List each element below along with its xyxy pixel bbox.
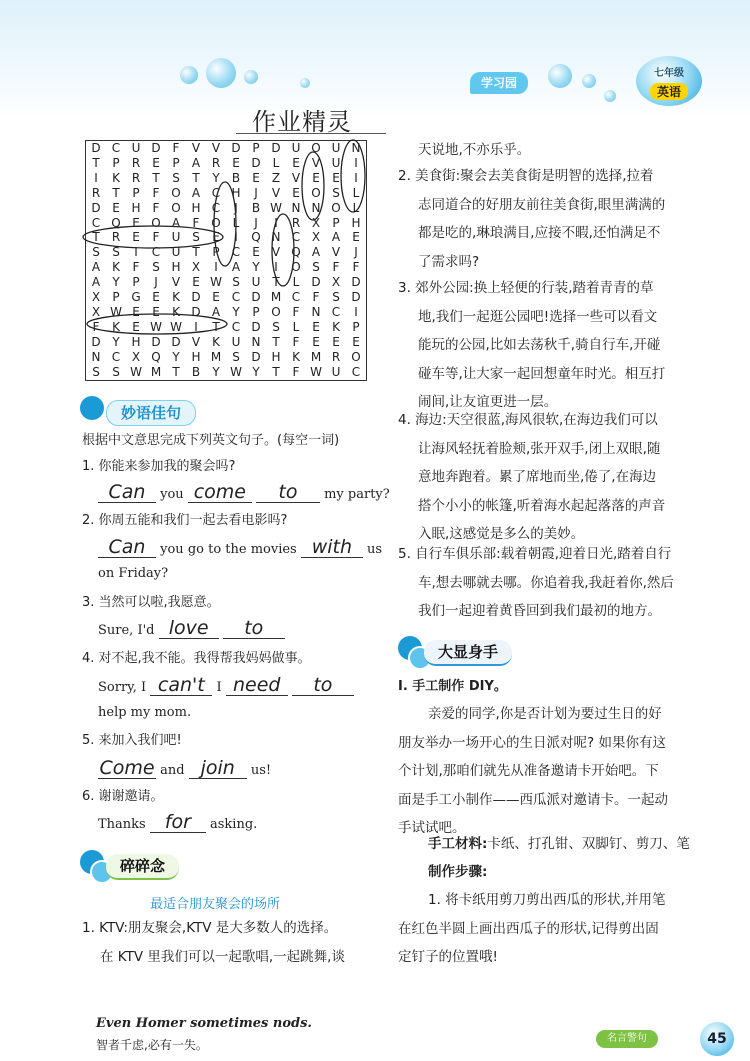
grid-letter: P bbox=[132, 275, 140, 290]
grid-letter: F bbox=[152, 185, 160, 200]
section-title: 妙语佳句 bbox=[106, 400, 196, 426]
grid-letter: O bbox=[271, 304, 281, 319]
grid-letter: S bbox=[172, 170, 180, 185]
grid-letter: O bbox=[171, 200, 181, 215]
grid-letter: E bbox=[112, 200, 120, 215]
grid-letter: E bbox=[132, 215, 140, 230]
grid-letter: O bbox=[351, 349, 361, 364]
grid-letter: W bbox=[110, 304, 122, 319]
grid-letter: E bbox=[312, 319, 320, 334]
grid-letter: H bbox=[351, 215, 361, 230]
section-header-suisuinian bbox=[80, 850, 220, 880]
grid-letter: S bbox=[332, 290, 340, 304]
grid-letter: T bbox=[272, 364, 280, 379]
grid-letter: T bbox=[272, 275, 280, 290]
grid-letter: U bbox=[331, 364, 341, 379]
grid-letter: H bbox=[131, 200, 141, 215]
grid-letter: N bbox=[291, 200, 301, 215]
grid-letter: T bbox=[192, 245, 200, 260]
grid-letter: S bbox=[192, 230, 200, 245]
grid-letter: F bbox=[292, 364, 300, 379]
grid-letter: R bbox=[111, 230, 121, 245]
grid-letter: A bbox=[211, 304, 221, 319]
grid-letter: S bbox=[332, 185, 340, 200]
grid-letter: E bbox=[132, 304, 140, 319]
grid-letter: E bbox=[352, 230, 360, 245]
grid-letter: E bbox=[232, 155, 240, 170]
grid-letter: R bbox=[131, 170, 141, 185]
grid-letter: W bbox=[170, 319, 182, 334]
item-2-zh: 2. 你周五能和我们一起去看电影吗? bbox=[82, 513, 288, 528]
grid-letter: E bbox=[192, 275, 200, 290]
grid-letter: H bbox=[131, 334, 141, 349]
grid-letter: D bbox=[91, 200, 101, 215]
grid-letter: D bbox=[191, 290, 201, 304]
grid-letter: D bbox=[251, 290, 261, 304]
grid-letter: U bbox=[331, 141, 341, 155]
bubble-decoration bbox=[244, 70, 258, 84]
grid-letter: O bbox=[331, 200, 341, 215]
grid-letter: U bbox=[291, 141, 301, 155]
grid-letter: O bbox=[311, 185, 321, 200]
grid-letter: C bbox=[351, 364, 361, 379]
item-1-zh: 1. 你能来参加我的聚会吗? bbox=[82, 459, 236, 474]
grid-letter: J bbox=[254, 185, 258, 200]
grid-letter: P bbox=[212, 245, 220, 260]
item-5-zh: 5. 来加入我们吧! bbox=[82, 733, 182, 748]
grid-letter: N bbox=[251, 334, 261, 349]
section-subtitle: 最适合朋友聚会的场所 bbox=[150, 897, 281, 912]
grid-letter: N bbox=[271, 230, 281, 245]
grid-letter: L bbox=[232, 215, 240, 230]
grid-letter: A bbox=[231, 260, 241, 275]
grid-letter: E bbox=[212, 230, 220, 245]
grid-letter: C bbox=[111, 349, 121, 364]
grid-letter: T bbox=[112, 185, 120, 200]
grid-letter: Y bbox=[112, 275, 120, 290]
grid-letter: E bbox=[252, 170, 260, 185]
grid-letter: A bbox=[311, 245, 321, 260]
grid-letter: P bbox=[112, 290, 120, 304]
grid-letter: M bbox=[210, 349, 222, 364]
grid-letter: P bbox=[132, 185, 140, 200]
grid-letter: K bbox=[332, 319, 340, 334]
grid-letter: V bbox=[311, 155, 321, 170]
grid-letter: L bbox=[352, 200, 360, 215]
answer-blank: Can bbox=[98, 482, 156, 503]
item-6-en: Thanks for asking. bbox=[98, 811, 258, 833]
grid-letter: F bbox=[352, 260, 360, 275]
bubble-decoration bbox=[206, 58, 236, 88]
title-underline bbox=[236, 133, 386, 134]
grid-letter: H bbox=[231, 185, 241, 200]
grid-letter: G bbox=[131, 290, 141, 304]
answer-blank: Can bbox=[98, 537, 156, 558]
grid-letter: A bbox=[331, 230, 341, 245]
item-2-en: Can you go to the movies with us bbox=[98, 537, 382, 559]
grid-letter: W bbox=[310, 364, 322, 379]
grid-letter: A bbox=[91, 275, 101, 290]
circle-weekday bbox=[87, 314, 227, 334]
grid-letter: R bbox=[291, 215, 301, 230]
grid-letter: T bbox=[92, 230, 100, 245]
grid-letter: I bbox=[274, 215, 278, 230]
header-dot bbox=[80, 396, 104, 420]
grid-letter: K bbox=[212, 334, 220, 349]
answer-blank: Come bbox=[99, 757, 155, 779]
grid-letter: I bbox=[354, 170, 358, 185]
grid-letter: S bbox=[312, 260, 320, 275]
paragraph-ktv-cont: 天说地,不亦乐乎。 bbox=[418, 142, 531, 158]
circle-vertical-4 bbox=[341, 140, 365, 212]
grid-letter: S bbox=[92, 245, 100, 260]
grid-letter: P bbox=[332, 215, 340, 230]
item-4-en-cont: help my mom. bbox=[98, 705, 192, 720]
paragraph-seaside: 4. 海边:天空很蓝,海风很软,在海边我们可以 让海风轻抚着脸颊,张开双手,闭上双眼,随 意地奔跑着。累了席地而坐,倦了,在海边 搭个小小的帐篷,听着海水起起落落的声音 入眠,这感觉是多么的美妙。 bbox=[398, 412, 666, 542]
grid-letter: V bbox=[331, 245, 341, 260]
answer-blank: to bbox=[223, 618, 285, 639]
item-3-en: Sure, I'd love to bbox=[98, 618, 285, 640]
answer-blank: for bbox=[150, 812, 206, 833]
word-search-circles bbox=[85, 140, 365, 379]
grid-letter: K bbox=[172, 290, 180, 304]
grid-letter: A bbox=[191, 155, 201, 170]
grid-letter: E bbox=[152, 155, 160, 170]
answer-blank: come bbox=[188, 482, 252, 503]
grid-letter: P bbox=[352, 319, 360, 334]
grid-letter: V bbox=[191, 334, 201, 349]
grid-letter: Q bbox=[251, 230, 261, 245]
grid-letter: C bbox=[331, 304, 341, 319]
diy-steps-label: 制作步骤: bbox=[428, 864, 488, 880]
grade-badge bbox=[636, 56, 702, 106]
grid-letter: S bbox=[232, 275, 240, 290]
grid-letter: C bbox=[291, 290, 301, 304]
grid-letter: F bbox=[192, 215, 200, 230]
grid-letter: Y bbox=[252, 364, 260, 379]
grid-letter: Z bbox=[271, 170, 281, 185]
instruction: 根据中文意思完成下列英文句子。(每空一词) bbox=[82, 433, 340, 448]
answer-blank: to bbox=[292, 675, 354, 696]
grid-letter: R bbox=[331, 349, 341, 364]
grid-letter: P bbox=[252, 141, 260, 155]
grid-letter: M bbox=[270, 290, 282, 304]
paragraph-park: 3. 郊外公园:换上轻便的行装,踏着青青的草 地,我们一起逛公园吧!选择一些可以看文 能玩的公园,比如去荡秋千,骑自行车,开碰 碰车等,让大家一起回想童年时光。相互打 闹间,让友谊更进一层。 bbox=[398, 280, 666, 410]
grid-letter: C bbox=[91, 215, 101, 230]
grid-letter: S bbox=[112, 245, 120, 260]
grid-letter: W bbox=[150, 319, 162, 334]
grid-letter: U bbox=[131, 141, 141, 155]
grid-letter: O bbox=[171, 185, 181, 200]
header-band bbox=[0, 0, 750, 118]
grid-letter: F bbox=[312, 290, 320, 304]
grid-letter: C bbox=[111, 141, 121, 155]
grid-letter: D bbox=[271, 141, 281, 155]
grid-letter: B bbox=[191, 364, 201, 379]
grid-letter: W bbox=[230, 364, 242, 379]
grid-letter: T bbox=[172, 364, 180, 379]
grid-letter: H bbox=[271, 349, 281, 364]
answer-blank: join bbox=[189, 758, 247, 779]
grid-letter: M bbox=[310, 349, 322, 364]
grid-letter: V bbox=[211, 141, 221, 155]
grid-letter: Q bbox=[151, 349, 161, 364]
grid-letter: H bbox=[191, 200, 201, 215]
footer-quote-zh: 智者千虑,必有一失。 bbox=[96, 1038, 208, 1052]
diy-heading: Ⅰ. 手工制作 DIY。 bbox=[398, 679, 507, 694]
grid-letter: C bbox=[211, 200, 221, 215]
grid-letter: I bbox=[354, 304, 358, 319]
grid-letter: I bbox=[194, 319, 198, 334]
grid-letter: X bbox=[131, 349, 141, 364]
grid-letter: X bbox=[311, 230, 321, 245]
grid-letter: X bbox=[311, 215, 321, 230]
grid-letter: X bbox=[191, 260, 201, 275]
grid-letter: I bbox=[214, 260, 218, 275]
grid-letter: V bbox=[191, 141, 201, 155]
grid-letter: A bbox=[191, 185, 201, 200]
grid-letter: J bbox=[154, 275, 158, 290]
grid-letter: J bbox=[234, 200, 238, 215]
grid-letter: F bbox=[332, 260, 340, 275]
grid-letter: W bbox=[210, 275, 222, 290]
grid-letter: P bbox=[112, 155, 120, 170]
paragraph-bike-club: 5. 自行车俱乐部:载着朝霞,迎着日光,踏着自行 车,想去哪就去哪。你追着我,我赶着你,然后 我们一起迎着黄昏回到我们最初的地方。 bbox=[398, 546, 674, 619]
circle-vertical-3 bbox=[302, 152, 324, 220]
grid-letter: L bbox=[352, 185, 360, 200]
grid-letter: T bbox=[92, 155, 100, 170]
grid-letter: P bbox=[172, 155, 180, 170]
answer-blank: with bbox=[301, 537, 363, 558]
grid-letter: Y bbox=[252, 260, 260, 275]
answer-blank: need bbox=[226, 675, 288, 696]
grid-letter: K bbox=[112, 319, 120, 334]
grid-letter: Y bbox=[172, 349, 180, 364]
grid-letter: F bbox=[92, 319, 100, 334]
grid-letter: U bbox=[251, 275, 261, 290]
grid-letter: Y bbox=[212, 170, 220, 185]
footer-tag: 名言警句 bbox=[596, 1030, 658, 1048]
grid-letter: N bbox=[311, 304, 321, 319]
circle-vertical-2 bbox=[272, 214, 294, 286]
grid-letter: E bbox=[332, 334, 340, 349]
diy-step-1: 1. 将卡纸用剪刀剪出西瓜的形状,并用笔 在红色半圆上画出西瓜子的形状,记得剪出固 定钉子的位置哦! bbox=[398, 892, 666, 965]
grid-letter: C bbox=[291, 230, 301, 245]
grid-letter: D bbox=[191, 304, 201, 319]
section-title: 碎碎念 bbox=[106, 854, 179, 880]
grid-letter: V bbox=[171, 275, 181, 290]
grid-letter: F bbox=[132, 260, 140, 275]
grid-letter: T bbox=[272, 334, 280, 349]
grid-letter: D bbox=[351, 290, 361, 304]
grid-letter: C bbox=[231, 290, 241, 304]
grid-letter: H bbox=[191, 349, 201, 364]
grid-letter: D bbox=[351, 275, 361, 290]
grade-label: 七年级 bbox=[654, 68, 684, 79]
grid-letter: D bbox=[251, 319, 261, 334]
grid-letter: F bbox=[172, 141, 180, 155]
grid-letter: Y bbox=[212, 364, 220, 379]
grid-letter: E bbox=[152, 304, 160, 319]
grid-letter: C bbox=[231, 245, 241, 260]
grid-letter: S bbox=[152, 260, 160, 275]
grid-letter: X bbox=[331, 275, 341, 290]
bubble-decoration bbox=[604, 90, 616, 102]
grid-letter: V bbox=[271, 185, 281, 200]
grid-letter: Q bbox=[111, 215, 121, 230]
grid-letter: C bbox=[151, 245, 161, 260]
bubble-decoration bbox=[548, 64, 572, 88]
grid-letter: F bbox=[152, 200, 160, 215]
grid-letter: D bbox=[251, 349, 261, 364]
grid-letter: Y bbox=[112, 334, 120, 349]
bubble-decoration bbox=[180, 66, 198, 84]
grid-letter: Y bbox=[232, 304, 240, 319]
grid-letter: V bbox=[291, 170, 301, 185]
item-6-zh: 6. 谢谢邀请。 bbox=[82, 789, 164, 804]
grid-letter: E bbox=[312, 334, 320, 349]
answer-blank: can't bbox=[150, 675, 212, 696]
grid-letter: D bbox=[311, 275, 321, 290]
grid-letter: L bbox=[272, 155, 280, 170]
grid-letter: J bbox=[354, 245, 358, 260]
grid-letter: X bbox=[91, 304, 101, 319]
grid-letter: E bbox=[132, 319, 140, 334]
grid-letter: N bbox=[351, 141, 361, 155]
grid-letter: E bbox=[352, 334, 360, 349]
grid-letter: D bbox=[91, 141, 101, 155]
item-5-en: Come and join us! bbox=[99, 757, 272, 779]
grid-letter: I bbox=[274, 260, 278, 275]
grid-letter: T bbox=[212, 319, 220, 334]
grid-letter: D bbox=[251, 155, 261, 170]
diy-intro: 亲爱的同学,你是否计划为要过生日的好 朋友举办一场开心的生日派对呢? 如果你有这 个计划,那咱们就先从准备邀请卡开始吧。下 面是手工小制作——西瓜派对邀请卡。一起动 手试试吧。 bbox=[398, 706, 668, 836]
grid-letter: K bbox=[292, 349, 300, 364]
grid-letter: I bbox=[354, 155, 358, 170]
grid-letter: U bbox=[231, 334, 241, 349]
grid-letter: E bbox=[132, 230, 140, 245]
bubble-decoration bbox=[582, 74, 596, 88]
grid-letter: T bbox=[192, 170, 200, 185]
grid-letter: I bbox=[134, 245, 138, 260]
paragraph-food-street: 2. 美食街:聚会去美食街是明智的选择,拉着 志同道合的好朋友前往美食街,眼里满满的 都是吃的,琳琅满目,应接不暇,还怕满足不 了需求吗? bbox=[398, 168, 666, 270]
section-header-miaoyu bbox=[80, 396, 200, 426]
grid-letter: C bbox=[231, 319, 241, 334]
grid-letter: S bbox=[112, 364, 120, 379]
answer-blank: love bbox=[159, 618, 219, 639]
item-3-zh: 3. 当然可以啦,我愿意。 bbox=[82, 595, 220, 610]
page-number: 45 bbox=[700, 1022, 734, 1056]
answer-blank: to bbox=[256, 482, 320, 503]
item-4-en: Sorry, I can't I need to bbox=[98, 675, 354, 697]
grid-letter: F bbox=[292, 334, 300, 349]
grid-letter: U bbox=[171, 245, 181, 260]
grid-letter: D bbox=[231, 141, 241, 155]
grid-letter: D bbox=[151, 141, 161, 155]
grid-letter: O bbox=[311, 141, 321, 155]
grid-letter: F bbox=[292, 304, 300, 319]
grid-letter: J bbox=[254, 215, 258, 230]
section-title: 大显身手 bbox=[424, 640, 512, 666]
grid-letter: X bbox=[91, 290, 101, 304]
grid-letter: D bbox=[151, 334, 161, 349]
grid-letter: E bbox=[152, 290, 160, 304]
item-2-en-cont: on Friday? bbox=[98, 566, 169, 581]
grid-letter: E bbox=[312, 170, 320, 185]
grid-letter: A bbox=[171, 215, 181, 230]
grid-letter: K bbox=[172, 304, 180, 319]
circle-refuse bbox=[83, 226, 223, 248]
grid-letter: B bbox=[231, 170, 241, 185]
circle-vertical-1 bbox=[214, 182, 236, 266]
grid-letter: O bbox=[211, 215, 221, 230]
grid-letter: O bbox=[291, 260, 301, 275]
grid-letter: R bbox=[131, 155, 141, 170]
bubble-decoration bbox=[300, 78, 310, 88]
grid-letter: S bbox=[272, 319, 280, 334]
grid-letter: M bbox=[150, 364, 162, 379]
grid-letter: S bbox=[232, 349, 240, 364]
grid-letter: O bbox=[151, 215, 161, 230]
grid-letter: A bbox=[91, 260, 101, 275]
grid-letter: C bbox=[211, 185, 221, 200]
grid-letter: E bbox=[292, 185, 300, 200]
grid-letter: D bbox=[171, 334, 181, 349]
grid-letter: N bbox=[311, 200, 321, 215]
grid-letter: B bbox=[251, 200, 261, 215]
grid-letter: P bbox=[252, 304, 260, 319]
grid-letter: F bbox=[152, 230, 160, 245]
grid-letter: K bbox=[112, 170, 120, 185]
item-4-zh: 4. 对不起,我不能。我得帮我妈妈做事。 bbox=[82, 651, 311, 666]
grid-letter: D bbox=[91, 334, 101, 349]
grid-letter: U bbox=[331, 155, 341, 170]
header-tag: 学习园 bbox=[470, 72, 528, 94]
grid-letter: L bbox=[292, 319, 300, 334]
footer-quote-en: Even Homer sometimes nods. bbox=[96, 1016, 312, 1031]
grid-letter: T bbox=[152, 170, 160, 185]
grid-letter: I bbox=[234, 230, 238, 245]
handwritten-title: 作业精灵 bbox=[252, 108, 352, 136]
grid-letter: E bbox=[292, 155, 300, 170]
grid-letter: E bbox=[252, 245, 260, 260]
grid-letter: R bbox=[211, 155, 221, 170]
grid-letter: H bbox=[171, 260, 181, 275]
grid-letter: R bbox=[91, 185, 101, 200]
section-header-daxianshenshou bbox=[398, 636, 558, 666]
grid-letter: W bbox=[270, 200, 282, 215]
grid-letter: N bbox=[91, 349, 101, 364]
grid-letter: Q bbox=[291, 245, 301, 260]
grid-letter: I bbox=[94, 170, 98, 185]
grid-letter: V bbox=[271, 245, 281, 260]
diy-materials: 手工材料:卡纸、打孔钳、双脚钉、剪刀、笔 bbox=[428, 836, 690, 852]
grid-letter: W bbox=[130, 364, 142, 379]
grid-letter: E bbox=[212, 290, 220, 304]
grid-letter: U bbox=[171, 230, 181, 245]
grid-letter: K bbox=[112, 260, 120, 275]
item-1-en: Can you come to my party? bbox=[98, 482, 390, 504]
grid-letter: L bbox=[292, 275, 300, 290]
grid-letter: E bbox=[332, 170, 340, 185]
paragraph-ktv: 1. KTV:朋友聚会,KTV 是大多数人的选择。 在 KTV 里我们可以一起歌唱,一起跳舞,谈 bbox=[82, 920, 345, 965]
subject-label: 英语 bbox=[650, 83, 688, 100]
grid-letter: S bbox=[92, 364, 100, 379]
